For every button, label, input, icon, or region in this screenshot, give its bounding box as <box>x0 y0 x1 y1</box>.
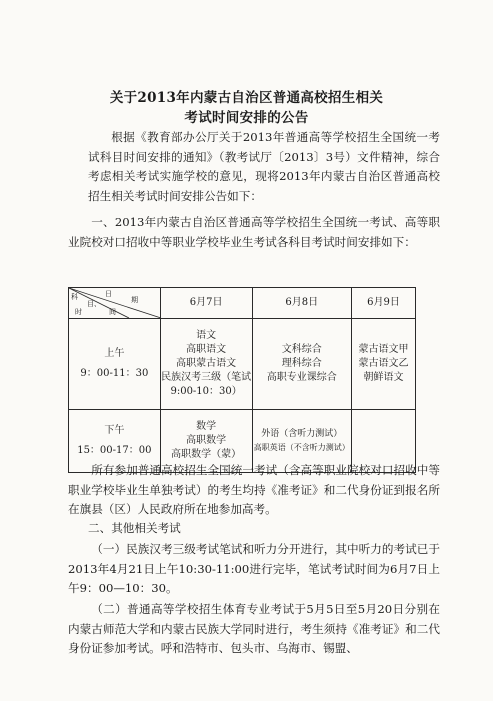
subject-entry: 文科综合 <box>281 344 322 355</box>
date-header: 6月7日 <box>160 288 252 319</box>
subject-entry: 蒙古语文乙 <box>358 358 409 369</box>
corner-label-d: 期 <box>131 296 138 304</box>
period-label: 下午 <box>104 425 125 436</box>
corner-label-a: 科 <box>71 293 78 301</box>
item-2-paragraph: （二）普通高等学校招生体育专业考试于5月5日至5月20日分别在内蒙古师范大学和内蒙古民族大学同时进行，考生须持《准考证》和二代身份证参加考试。呼和浩特市、包头市、乌海市、锡盟、 <box>68 602 440 655</box>
intro-paragraph: 根据《教育部办公厅关于2013年普通高等学校招生全国统一考试科目时间安排的通知》（教考试厅〔2013〕3号）文件精神，综合考虑相关考试实施学校的意见，现将2013年内蒙古自治区普通高校招生相关考试时间安排公告如下： <box>88 130 440 203</box>
document-title-line-2: 考试时间安排的公告 <box>184 110 309 126</box>
time-slot-cell <box>69 319 161 410</box>
table-corner-header <box>69 288 161 319</box>
date-header: 6月8日 <box>252 288 351 319</box>
corner-label-f: 间 <box>109 308 116 316</box>
corner-label-e: 时 <box>75 308 82 316</box>
period-label: 上午 <box>104 348 125 359</box>
corner-label-c: 目、 <box>87 300 101 308</box>
subject-entry: 高职英语（不含听力测试） <box>253 443 350 452</box>
subject-entry: 高职数学 <box>186 435 227 446</box>
section-2-heading: 二、其他相关考试 <box>88 521 181 535</box>
date-header: 6月9日 <box>351 288 415 319</box>
subject-entry: 数学 <box>196 421 217 432</box>
subject-entry: 高职专业课综合 <box>266 372 337 383</box>
time-range: 9：00-11：30 <box>80 368 149 379</box>
subject-entry: 朝鲜语文 <box>363 372 404 383</box>
time-range: 15：00-17：00 <box>77 445 152 456</box>
section-1-paragraph: 一、2013年内蒙古自治区普通高等学校招生全国统一考试、高等职业院校对口招收中等职业学校毕业生考试各科目考试时间安排如下： <box>68 215 440 249</box>
subject-entry: 9:00-10：30） <box>170 386 242 397</box>
subject-entry: 高职数学（蒙） <box>171 449 242 460</box>
subject-entry: 民族汉考三级（笔试 <box>161 372 252 383</box>
item-1-paragraph: （一）民族汉考三级考试笔试和听力分开进行，其中听力的考试已于2013年4月21日上午10:30-11:00进行完毕，笔试考试时间为6月7日上午9：00—10：30。 <box>68 542 440 595</box>
schedule-cell <box>351 319 415 410</box>
subject-entry: 蒙古语文甲 <box>358 344 409 355</box>
subject-entry: 外语（含听力测试） <box>261 429 343 439</box>
subject-entry: 语文 <box>196 330 217 341</box>
subject-entry: 高职语文 <box>186 344 227 355</box>
admission-ticket-paragraph: 所有参加普通高校招生全国统一考试（含高等职业院校对口招收中等职业学校毕业生单独考试）的考生均持《准考证》和二代身份证到报名所在旗县（区）人民政府所在地参加高考。 <box>68 463 440 516</box>
schedule-cell <box>160 319 252 410</box>
subject-entry: 高职蒙古语文 <box>176 358 237 369</box>
corner-label-b: 日 <box>105 290 112 298</box>
subject-entry: 理科综合 <box>281 358 322 369</box>
schedule-cell <box>252 319 351 410</box>
table-row <box>69 319 416 410</box>
exam-schedule-table <box>68 287 416 473</box>
document-title-line-1: 关于2013年内蒙古自治区普通高校招生相关 <box>109 90 384 106</box>
